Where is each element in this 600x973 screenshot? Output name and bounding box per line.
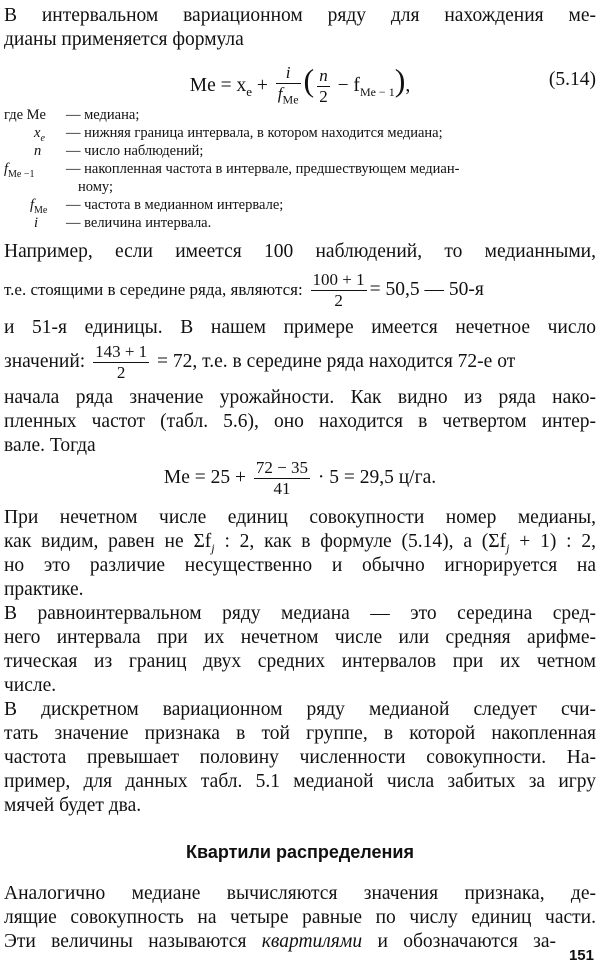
definition-text: ному; xyxy=(78,179,113,195)
definition-text: — число наблюдений; xyxy=(66,143,204,159)
paragraph-line: В дискретном вариационном ряду медианой следует счи- xyxy=(4,699,596,720)
paragraph-line: пленных частот (табл. 5.6), оно находится в четвертом интер- xyxy=(4,411,596,432)
definition-symbol: где Me xyxy=(4,107,46,123)
fraction-143: $\frac{143 + 1}{2}$ xyxy=(95,342,148,383)
paragraph-line: него интервала при их нечетном числе или средняя арифме- xyxy=(4,627,596,648)
paragraph-line-with-fraction: т.е. стоящими в середине ряда, являются: $\frac{100 + 1}{2}$ = 50,5 — 50-я xyxy=(4,270,484,311)
paragraph-line: Аналогично медиане вычисляются значения признака, де- xyxy=(4,883,596,904)
definition-text: — величина интервала. xyxy=(66,215,212,231)
paragraph-line: дианы применяется формула xyxy=(4,29,244,50)
paragraph-line: вале. Тогда xyxy=(4,435,96,456)
definition-text: — медиана; xyxy=(66,107,140,123)
formula-plus: + xyxy=(252,75,273,96)
section-heading: Квартили распределения xyxy=(186,842,414,862)
paragraph-line: пример, для данных табл. 5.1 медианой числа забитых за игру xyxy=(4,771,596,792)
formula-lhs: $Me = x_e$ xyxy=(189,75,253,99)
fraction-100: $\frac{100 + 1}{2}$ xyxy=(312,270,365,311)
paragraph-line: мячей будет два. xyxy=(4,795,142,816)
paragraph-line: начала ряда значение урожайности. Как видно из ряда нако- xyxy=(4,387,596,408)
paragraph-line: но это различие несущественно и обычно игнорируется на xyxy=(4,555,596,576)
formula-minus-f: − $f_{Me - 1}$ xyxy=(332,75,395,99)
paragraph-line: тическая из границ двух средних интервалов при их четном xyxy=(4,651,596,672)
definition-symbol: $f_{Me}$ xyxy=(30,197,48,216)
paragraph-line: тать значение признака в той группе, в которой накопленная xyxy=(4,723,596,744)
paren-open: ( xyxy=(303,62,315,98)
definition-symbol: i xyxy=(34,215,39,231)
definition-symbol: $x_e$ xyxy=(34,125,45,144)
formula-comma: , xyxy=(405,75,411,96)
fraction-72-35: $\frac{72 - 35}{41}$ xyxy=(255,458,308,499)
definition-text: — накопленная частота в интервале, предшествующем медиан- xyxy=(66,161,460,177)
formula-fraction-n: $\frac{n}{2}$ xyxy=(319,66,328,107)
paragraph-line: При нечетном числе единиц совокупности номер медианы, xyxy=(4,507,596,528)
emphasis-term: квартилями xyxy=(261,931,363,952)
formula-fraction-i: $\frac{i}{f_{Me}}$ xyxy=(277,63,299,107)
equation-number: (5.14) xyxy=(548,69,596,90)
paragraph-line: практике. xyxy=(4,579,84,600)
paragraph-line: частота превышает половину численности совокупности. На- xyxy=(4,747,596,768)
definition-symbol: n xyxy=(34,143,42,159)
paragraph-line-with-fraction: значений: $\frac{143 + 1}{2}$ = 72, т.е. в середине ряда находится 72-е от xyxy=(4,342,516,383)
definition-symbol: $f_{Me -1}$ xyxy=(4,161,35,180)
paragraph-line: В интервальном вариационном ряду для нахождения ме- xyxy=(4,5,596,26)
paragraph-line: Эти величины называются квартилями и обозначаются за- xyxy=(4,931,557,952)
paragraph-line: Например, если имеется 100 наблюдений, то медианными, xyxy=(4,241,596,262)
definition-text: — частота в медианном интервале; xyxy=(66,197,284,213)
page-number: 151 xyxy=(568,947,594,964)
paragraph-line: лящие совокупность на четыре равные по числу единиц части. xyxy=(4,907,596,928)
formula-median-example: Me = 25 + $\frac{72 - 35}{41}$ · 5 = 29,5 ц/га. xyxy=(163,458,437,499)
paragraph-line: числе. xyxy=(4,675,57,696)
paragraph-line: и 51-я единицы. В нашем примере имеется нечетное число xyxy=(4,317,596,338)
paragraph-line: как видим, равен не $\Sigma f_j$ : 2, как в формуле (5.14), а $(\Sigma f_j + 1)$ : 2, xyxy=(4,531,596,555)
definition-text: — нижняя граница интервала, в котором находится медиана; xyxy=(66,125,443,141)
paren-close: ) xyxy=(394,62,406,98)
paragraph-line: В равноинтервальном ряду медиана — это середина сред- xyxy=(4,603,596,624)
